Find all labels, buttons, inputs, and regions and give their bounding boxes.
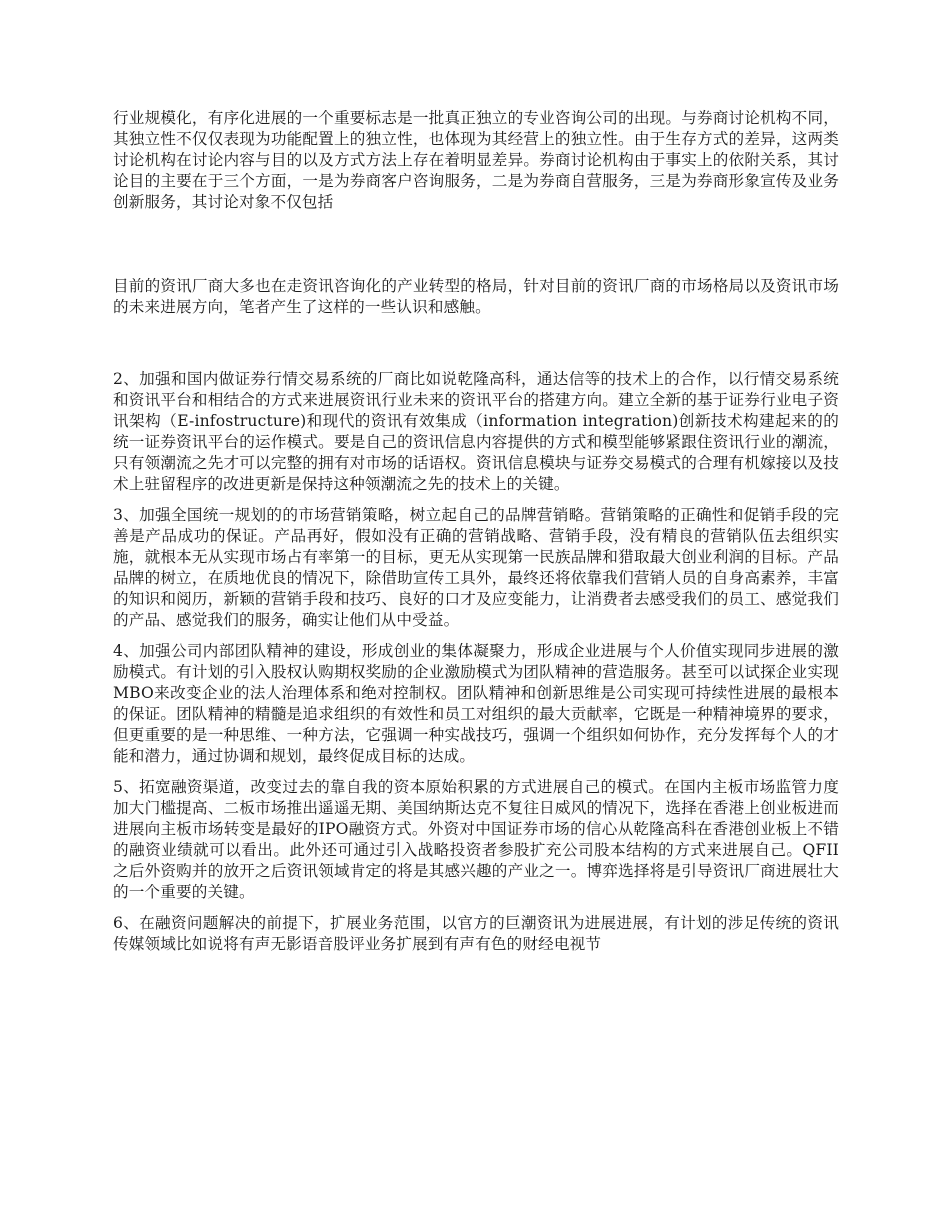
paragraph-item-3: 3、加强全国统一规划的的市场营销策略，树立起自己的品牌营销略。营销策略的正确性和促销手段的完善是产品成功的保证。产品再好，假如没有正确的营销战略、营销手段，没有精良的营销队伍去组织实施，就根本无从实现市场占有率第一的目标，更无从实现第一民族品牌和猎取最大创业利润的目标。产品品牌的树立，在质地优良的情况下，除借助宣传工具外，最终还将依靠我们营销人员的自身高素养，丰富的知识和阅历，新颖的营销手段和技巧、良好的口才及应变能力，让消费者去感受我们的员工、感觉我们的产品、感觉我们的服务，确实让他们从中受益。	[113, 506, 839, 629]
paragraph-item-6: 6、在融资问题解决的前提下，扩展业务范围，以官方的巨潮资讯为进展进展，有计划的涉足传统的资讯传媒领域比如说将有声无影语音股评业务扩展到有声有色的财经电视节	[113, 914, 839, 953]
paragraph-item-2: 2、加强和国内做证券行情交易系统的厂商比如说乾隆高科，通达信等的技术上的合作，以行情交易系统和资讯平台和相结合的方式来进展资讯行业未来的资讯平台的搭建方向。建立全新的基于证券行业电子资讯架构（E-infostructure)和现代的资讯有效集成（information integration)创新技术构建起来的的统一证券资讯平台的运作模式。要是自己的资讯信息内容提供的方式和模型能够紧跟住资讯行业的潮流，只有领潮流之先才可以完整的拥有对市场的话语权。资讯信息模块与证券交易模式的合理有机嫁接以及技术上驻留程序的改进更新是保持这种领潮流之先的技术上的关键。	[113, 370, 839, 493]
paragraph-item-4: 4、加强公司内部团队精神的建设，形成创业的集体凝聚力，形成企业进展与个人价值实现同步进展的激励模式。有计划的引入股权认购期权奖励的企业激励模式为团队精神的营造服务。甚至可以试探企业实现MBO来改变企业的法人治理体系和绝对控制权。团队精神和创新思维是公司实现可持续性进展的最根本的保证。团队精神的精髓是追求组织的有效性和员工对组织的最大贡献率，它既是一种精神境界的要求，但更重要的是一种思维、一种方法，它强调一种实战技巧，强调一个组织如何协作，充分发挥每个人的才能和潜力，通过协调和规划，最终促成目标的达成。	[113, 642, 839, 765]
paragraph-item-5: 5、拓宽融资渠道，改变过去的靠自我的资本原始积累的方式进展自己的模式。在国内主板市场监管力度加大门槛提高、二板市场推出遥遥无期、美国纳斯达克不复往日威风的情况下，选择在香港上创业板进而进展向主板市场转变是最好的IPO融资方式。外资对中国证券市场的信心从乾隆高科在香港创业板上不错的融资业绩就可以看出。此外还可通过引入战略投资者参股扩充公司股本结构的方式来进展自己。QFII之后外资购并的放开之后资讯领域肯定的将是其感兴趣的产业之一。博弈选择将是引导资讯厂商进展壮大的一个重要的关键。	[113, 778, 839, 901]
paragraph-intro: 行业规模化，有序化进展的一个重要标志是一批真正独立的专业咨询公司的出现。与券商讨论机构不同，其独立性不仅仅表现为功能配置上的独立性，也体现为其经营上的独立性。由于生存方式的差异，这两类讨论机构在讨论内容与目的以及方式方法上存在着明显差异。券商讨论机构由于事实上的依附关系，其讨论目的主要在于三个方面，一是为券商客户咨询服务，二是为券商自营服务，三是为券商形象宣传及业务创新服务，其讨论对象不仅包括	[113, 109, 839, 211]
document-body	[113, 108, 839, 955]
paragraph-overview: 目前的资讯厂商大多也在走资讯咨询化的产业转型的格局，针对目前的资讯厂商的市场格局以及资讯市场的未来进展方向，笔者产生了这样的一些认识和感触。	[113, 277, 839, 316]
